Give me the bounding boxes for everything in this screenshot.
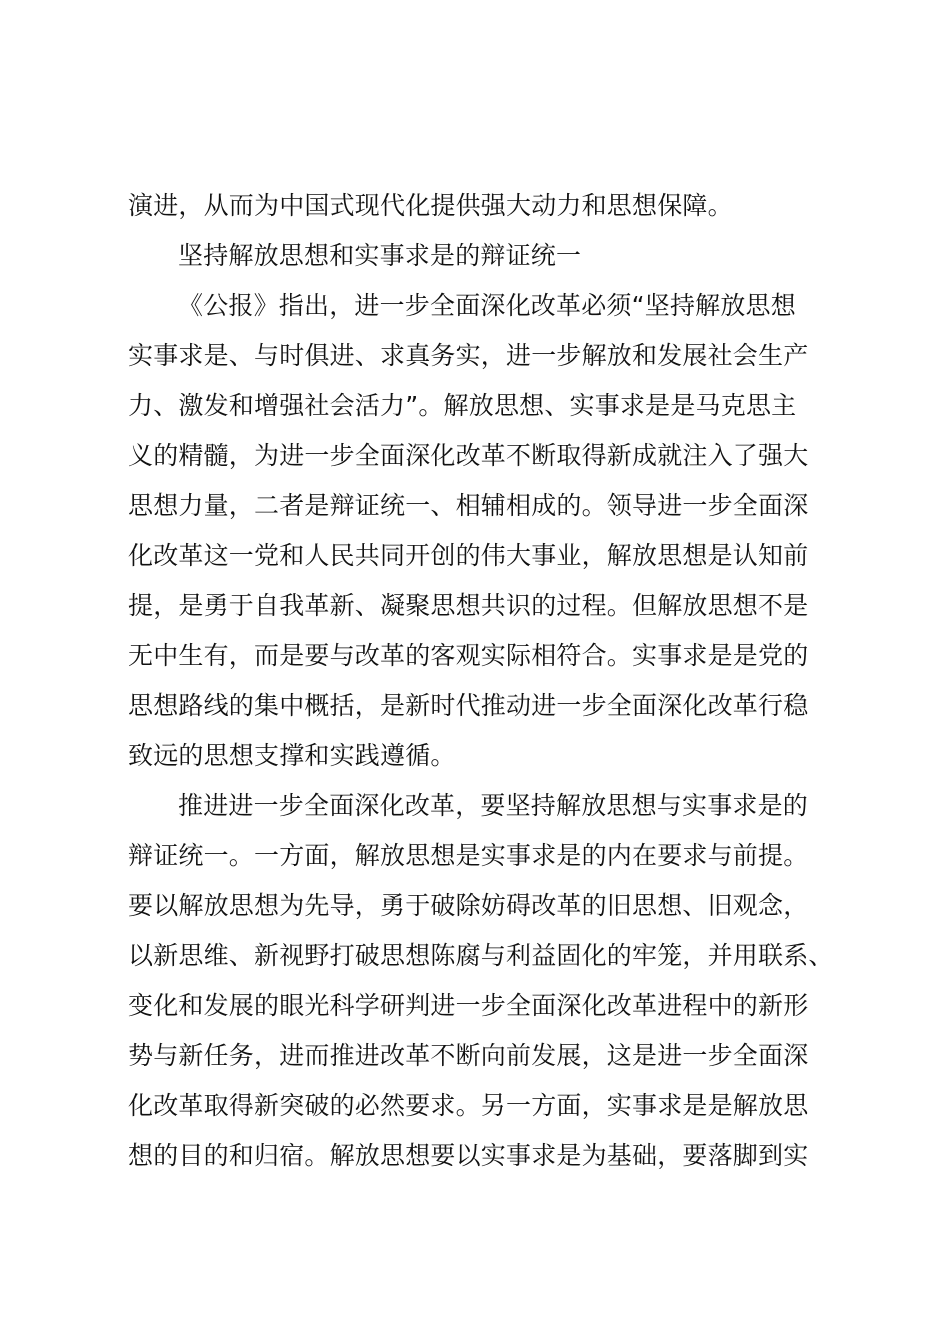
text-line: 变化和发展的眼光科学研判进一步全面深化改革进程中的新形 [128,991,809,1020]
text-line: 化改革取得新突破的必然要求。另一方面，实事求是是解放思 [128,1091,809,1120]
text-line: 无中生有，而是要与改革的客观实际相符合。实事求是是党的 [128,641,809,670]
text-line: 《公报》指出，进一步全面深化改革必须“坚持解放思想 [178,291,796,320]
text-line: 演进，从而为中国式现代化提供强大动力和思想保障。 [128,191,733,220]
text-line: 提，是勇于自我革新、凝聚思想共识的过程。但解放思想不是 [128,591,809,620]
text-line: 思想力量，二者是辩证统一、相辅相成的。领导进一步全面深 [128,491,809,520]
text-line: 以新思维、新视野打破思想陈腐与利益固化的牢笼，并用联系、 [128,941,834,970]
text-line: 思想路线的集中概括，是新时代推动进一步全面深化改革行稳 [128,691,809,720]
text-line: 势与新任务，进而推进改革不断向前发展，这是进一步全面深 [128,1041,809,1070]
text-line: 想的目的和归宿。解放思想要以实事求是为基础，要落脚到实 [128,1141,809,1170]
section-heading: 坚持解放思想和实事求是的辩证统一 [178,241,582,270]
text-line: 力、激发和增强社会活力”。解放思想、实事求是是马克思主 [128,391,797,420]
document-body [128,181,834,1181]
text-line: 要以解放思想为先导，勇于破除妨碍改革的旧思想、旧观念， [128,891,809,920]
text-line: 化改革这一党和人民共同开创的伟大事业，解放思想是认知前 [128,541,809,570]
text-line: 推进进一步全面深化改革，要坚持解放思想与实事求是的 [178,791,809,820]
text-line: 辩证统一。一方面，解放思想是实事求是的内在要求与前提。 [128,841,809,870]
text-line: 义的精髓，为进一步全面深化改革不断取得新成就注入了强大 [128,441,809,470]
text-line: 实事求是、与时俱进、求真务实，进一步解放和发展社会生产 [128,341,809,370]
text-line: 致远的思想支撑和实践遵循。 [128,741,456,770]
